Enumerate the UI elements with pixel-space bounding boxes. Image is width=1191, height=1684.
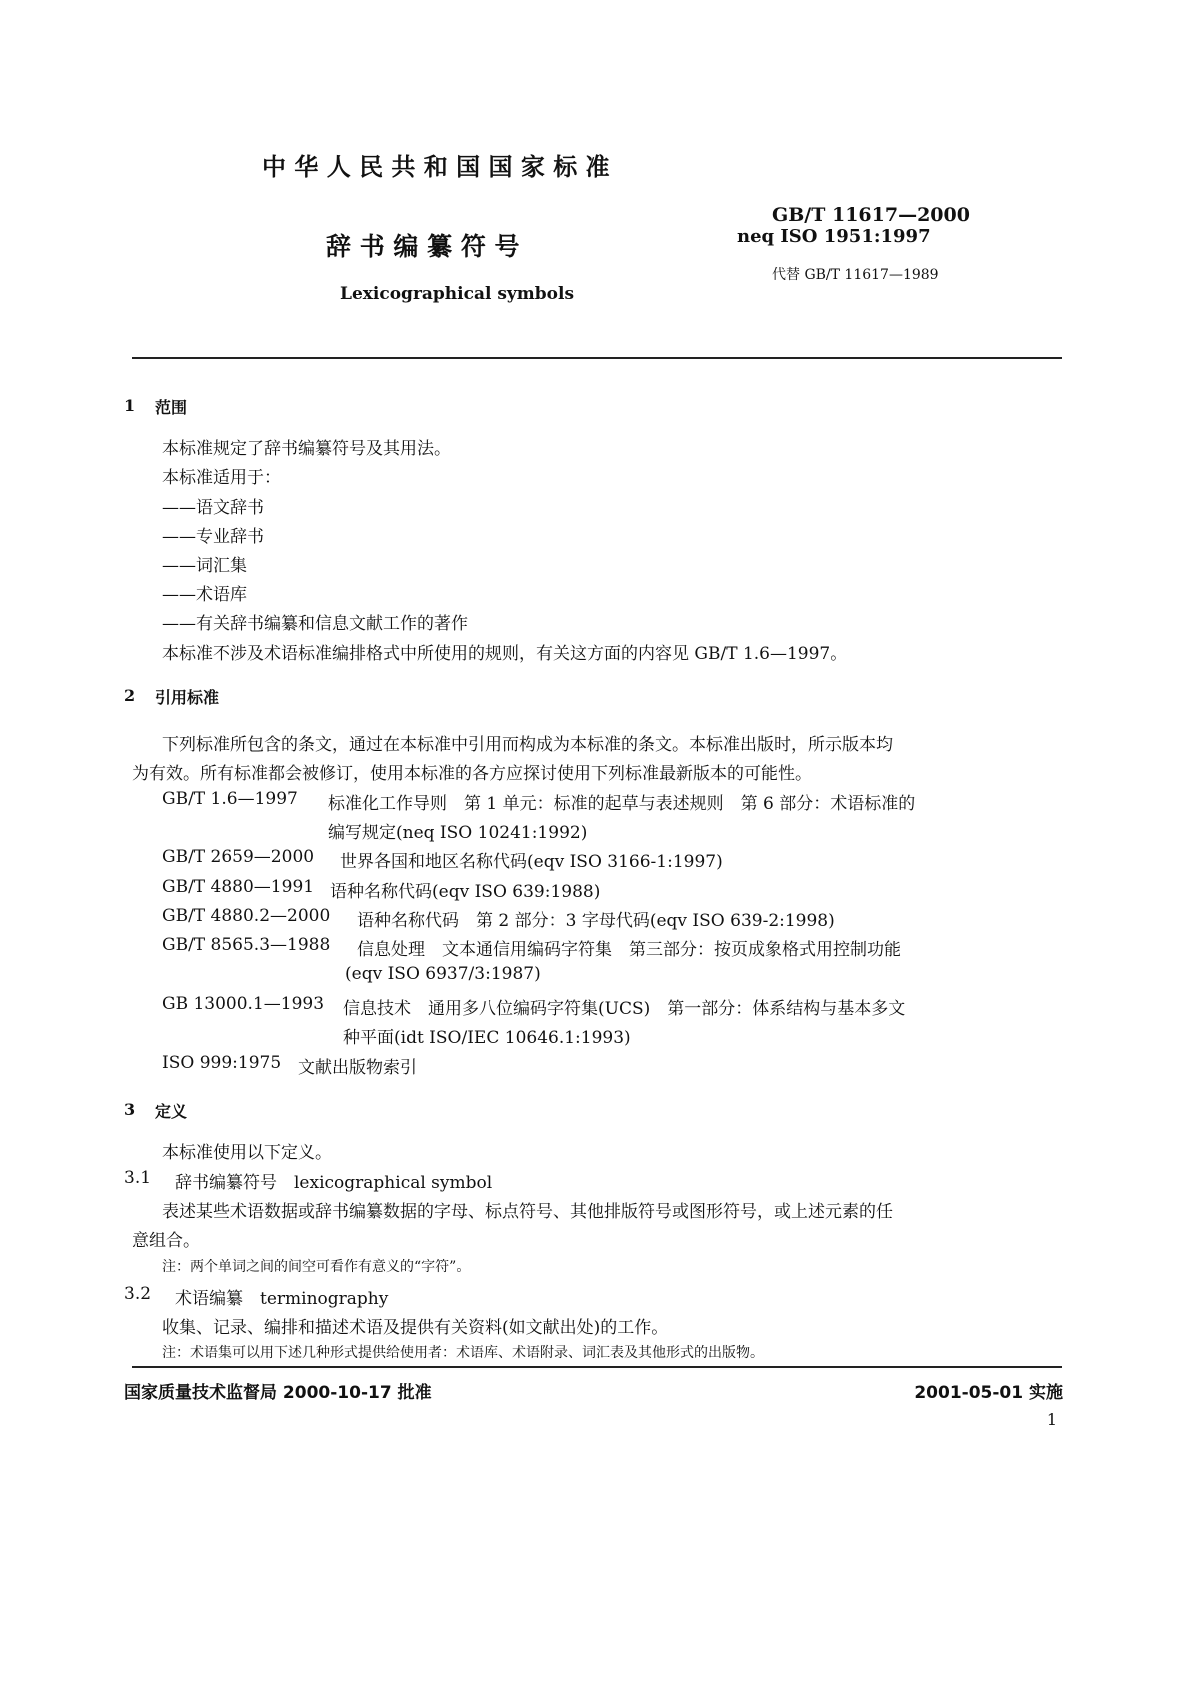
definition-text: 意组合。 <box>132 1231 200 1251</box>
section-1-list-item: ——有关辞书编纂和信息文献工作的著作 <box>162 614 468 634</box>
section-1-list-item: ——术语库 <box>162 585 247 605</box>
ref-code: GB/T 8565.3—1988 <box>162 935 331 955</box>
ref-title: 信息技术 通用多八位编码字符集(UCS) 第一部分：体系结构与基本多文 <box>343 999 906 1019</box>
ref-title: 语种名称代码(eqv ISO 639:1988) <box>330 882 601 902</box>
definition-note: 注：两个单词之间的间空可看作有意义的“字符”。 <box>162 1259 471 1275</box>
definition-number: 3.2 <box>124 1284 152 1304</box>
definition-text: 收集、记录、编排和描述术语及提供有关资料(如文献出处)的工作。 <box>162 1318 669 1338</box>
ref-code: GB/T 4880.2—2000 <box>162 906 331 926</box>
ref-title: 信息处理 文本通信用编码字符集 第三部分：按页成象格式用控制功能 <box>357 940 901 960</box>
ref-title: 语种名称代码 第 2 部分：3 字母代码(eqv ISO 639-2:1998) <box>357 911 835 931</box>
standard-code: GB/T 11617—2000 <box>772 204 970 226</box>
effective-date-line: 2001-05-01 实施 <box>914 1383 1063 1403</box>
ref-title-cont: 编写规定(neq ISO 10241:1992) <box>328 823 588 843</box>
header-divider <box>132 357 1062 359</box>
definition-number: 3.1 <box>124 1168 152 1188</box>
replaces-standard: 代替 GB/T 11617—1989 <box>772 267 939 283</box>
section-1-line: 本标准适用于： <box>162 468 281 488</box>
section-1-line: 本标准规定了辞书编纂符号及其用法。 <box>162 439 451 459</box>
definition-note: 注：术语集可以用下述几种形式提供给使用者：术语库、术语附录、词汇表及其他形式的出版物。 <box>162 1345 764 1361</box>
national-standard-title: 中 华 人 民 共 和 国 国 家 标 准 <box>262 153 610 181</box>
ref-title: 标准化工作导则 第 1 单元：标准的起草与表述规则 第 6 部分：术语标准的 <box>328 794 916 814</box>
section-1-list-item: ——词汇集 <box>162 556 247 576</box>
section-3-number: 3 <box>124 1100 136 1119</box>
ref-title: 文献出版物索引 <box>298 1058 417 1078</box>
approval-line: 国家质量技术监督局 2000-10-17 批准 <box>124 1383 432 1403</box>
document-title-en: Lexicographical symbols <box>340 284 575 304</box>
document-title-cn: 辞 书 编 纂 符 号 <box>326 232 520 261</box>
section-3-intro: 本标准使用以下定义。 <box>162 1143 332 1163</box>
section-1-list-item: ——语文辞书 <box>162 498 264 518</box>
ref-title-cont: 种平面(idt ISO/IEC 10646.1:1993) <box>343 1028 631 1048</box>
section-2-heading: 引用标准 <box>155 688 220 707</box>
section-1-list-item: ——专业辞书 <box>162 527 264 547</box>
equivalent-standard: neq ISO 1951:1997 <box>737 226 931 247</box>
ref-code: ISO 999:1975 <box>162 1053 282 1073</box>
definition-term: 辞书编纂符号 lexicographical symbol <box>175 1173 493 1193</box>
section-1-number: 1 <box>124 396 136 415</box>
section-2-paragraph-line: 下列标准所包含的条文，通过在本标准中引用而构成为本标准的条文。本标准出版时，所示版本均 <box>162 735 893 755</box>
page-number: 1 <box>1046 1410 1057 1429</box>
section-1-line: 本标准不涉及术语标准编排格式中所使用的规则，有关这方面的内容见 GB/T 1.6—1997。 <box>162 644 848 664</box>
ref-code: GB 13000.1—1993 <box>162 994 325 1014</box>
section-1-heading: 范围 <box>155 398 188 417</box>
footer-divider <box>132 1366 1062 1368</box>
definition-term: 术语编纂 terminography <box>175 1289 389 1309</box>
section-3-heading: 定义 <box>155 1102 188 1121</box>
ref-title: 世界各国和地区名称代码(eqv ISO 3166-1:1997) <box>340 852 723 872</box>
ref-code: GB/T 4880—1991 <box>162 877 315 897</box>
section-2-number: 2 <box>124 686 136 705</box>
ref-code: GB/T 2659—2000 <box>162 847 315 867</box>
ref-title-cont: (eqv ISO 6937/3:1987) <box>345 964 541 984</box>
definition-text: 表述某些术语数据或辞书编纂数据的字母、标点符号、其他排版符号或图形符号，或上述元素的任 <box>162 1202 893 1222</box>
ref-code: GB/T 1.6—1997 <box>162 789 298 809</box>
section-2-paragraph-line: 为有效。所有标准都会被修订，使用本标准的各方应探讨使用下列标准最新版本的可能性。 <box>132 764 812 784</box>
